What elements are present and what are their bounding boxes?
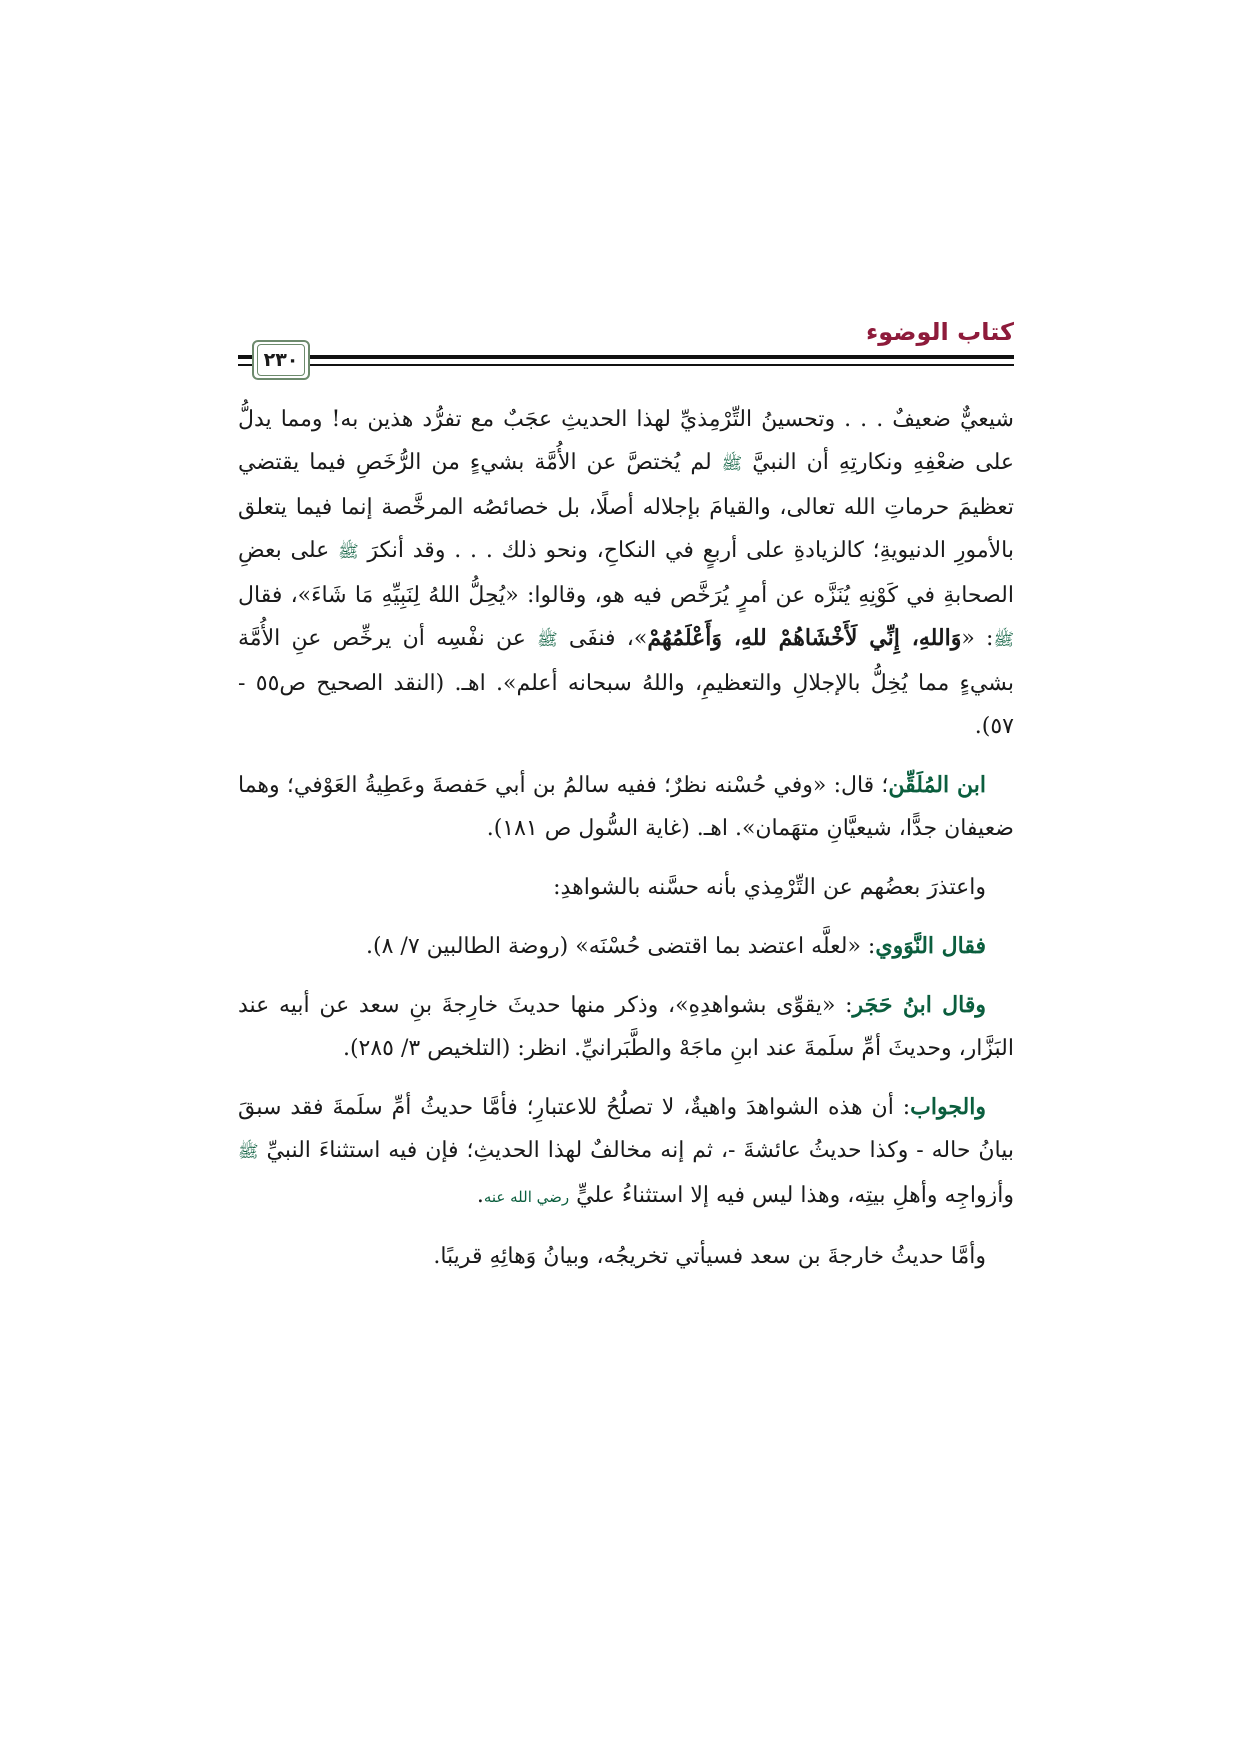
hadith-quote: وَاللهِ، إِنِّي لَأَخْشَاهُمْ للهِ، وَأَعْلَمُهُمْ [647, 625, 962, 651]
header-rule-thick [294, 355, 1014, 359]
page-header [238, 318, 1014, 398]
text: : « [961, 626, 994, 651]
speaker-name: فقال النَّوَوي [875, 933, 986, 959]
paragraph-ibn-hajar [238, 984, 1014, 1070]
text: على بعضِ الصحابةِ في كَوْنِهِ يُنَزَّه عن أمرٍ يُرَخَّص فيه هو، وقالوا: «يُحِلُّ اللهُ لِنَبِيِّهِ مَا شَاءَ»، فقال [238, 538, 1014, 608]
text: لم يُختصَّ عن الأُمَّة بشيءٍ من الرُّخَصِ فيما يقتضي تعظيمَ حرماتِ الله تعالى، والقيامَ بإجلاله أصلًا، بل خصائصُه المرخَّصة إنما فيما يتعلق بالأمورِ الدنيويةِ؛ كالزيادةِ على أربعٍ في النكاحِ، ونحو ذلك . . . وقد أنكرَ [238, 450, 1014, 563]
salla-symbol: ﷺ [537, 630, 558, 650]
speaker-name: ابن المُلَقِّن [888, 772, 986, 798]
text: شيعيٌّ ضعيفٌ . . . وتحسينُ التِّرْمِذيِّ لهذا الحديثِ عجَبٌ مع تفرُّد هذين به! ومما يدلُّ على ضعْفِهِ ونكارتِهِ أن النبيَّ [238, 407, 1014, 475]
text: وأزواجِه وأهلِ بيتِه، وهذا ليس فيه إلا استثناءُ عليٍّ [569, 1183, 1014, 1208]
speaker-name: والجواب [910, 1094, 986, 1120]
paragraph-kharija [238, 1235, 1014, 1278]
text: واعتذرَ بعضُهم عن التِّرْمِذي بأنه حسَّنه بالشواهدِ: [553, 875, 986, 900]
paragraph-ibn-mulaqqin [238, 764, 1014, 850]
text: : «يقوِّى بشواهدِهِ»، وذكر منها حديثَ خارِجةَ بنِ سعد عن أبيه عند البَزَّار، وحديثَ أمِّ سلَمةَ عند ابنِ ماجَهْ والطَّبَرانيِّ. انظر: (التلخيص ٣/ ٢٨٥). [238, 993, 1014, 1061]
text: : «لعلَّه اعتضد بما اقتضى حُسْنَه» (روضة الطالبين ٧/ ٨). [366, 934, 876, 959]
paragraph-quote-continuation [238, 398, 1014, 748]
salla-symbol: ﷺ [338, 542, 359, 562]
text: ؛ قال: «وفي حُسْنه نظرٌ؛ ففيه سالمُ بن أبي حَفصةَ وعَطِيةُ العَوْفي؛ وهما ضعيفان جدًّا، شيعيَّانِ متهَمان». اهـ. (غاية السُّول ص ١٨١). [238, 773, 1014, 841]
text: . [476, 1183, 484, 1208]
speaker-name: وقال ابنُ حَجَر [852, 992, 986, 1018]
page-number-frame [252, 340, 310, 380]
text: »، فنفَى [557, 626, 648, 651]
text: : أن هذه الشواهدَ واهيةٌ، لا تصلُحُ للاعتبارِ؛ فأمَّا حديثُ أمِّ سلَمةَ فقد سبقَ بيانُ حاله - وكذا حديثُ عائشةَ -، ثم إنه مخالفٌ لهذا الحديثِ؛ فإن فيه استثناءَ النبيِّ [238, 1095, 1014, 1163]
text: عن نفْسِه أن يرخِّص عنِ الأُمَّة بشيءٍ مما يُخِلُّ بالإجلالِ والتعظيمِ، واللهُ سبحانه أعلم». اهـ. (النقد الصحيح ص٥٥ - ٥٧). [238, 626, 1014, 739]
paragraph-nawawi [238, 925, 1014, 968]
page-body [238, 398, 1014, 1294]
text: وأمَّا حديثُ خارجةَ بن سعد فسيأتي تخريجُه، وبيانُ وَهائِهِ قريبًا. [433, 1244, 986, 1269]
salla-symbol: ﷺ [993, 630, 1015, 650]
header-rule-thin [294, 364, 1014, 366]
page-number: ٢٣٠ [257, 344, 305, 376]
salla-symbol: ﷺ [721, 454, 743, 474]
paragraph-answer [238, 1086, 1014, 1219]
paragraph-excuse [238, 866, 1014, 909]
salla-symbol: ﷺ [238, 1142, 259, 1162]
radiya-symbol: رضي الله عنه [483, 1188, 570, 1206]
book-title: كتاب الوضوء [865, 318, 1014, 346]
